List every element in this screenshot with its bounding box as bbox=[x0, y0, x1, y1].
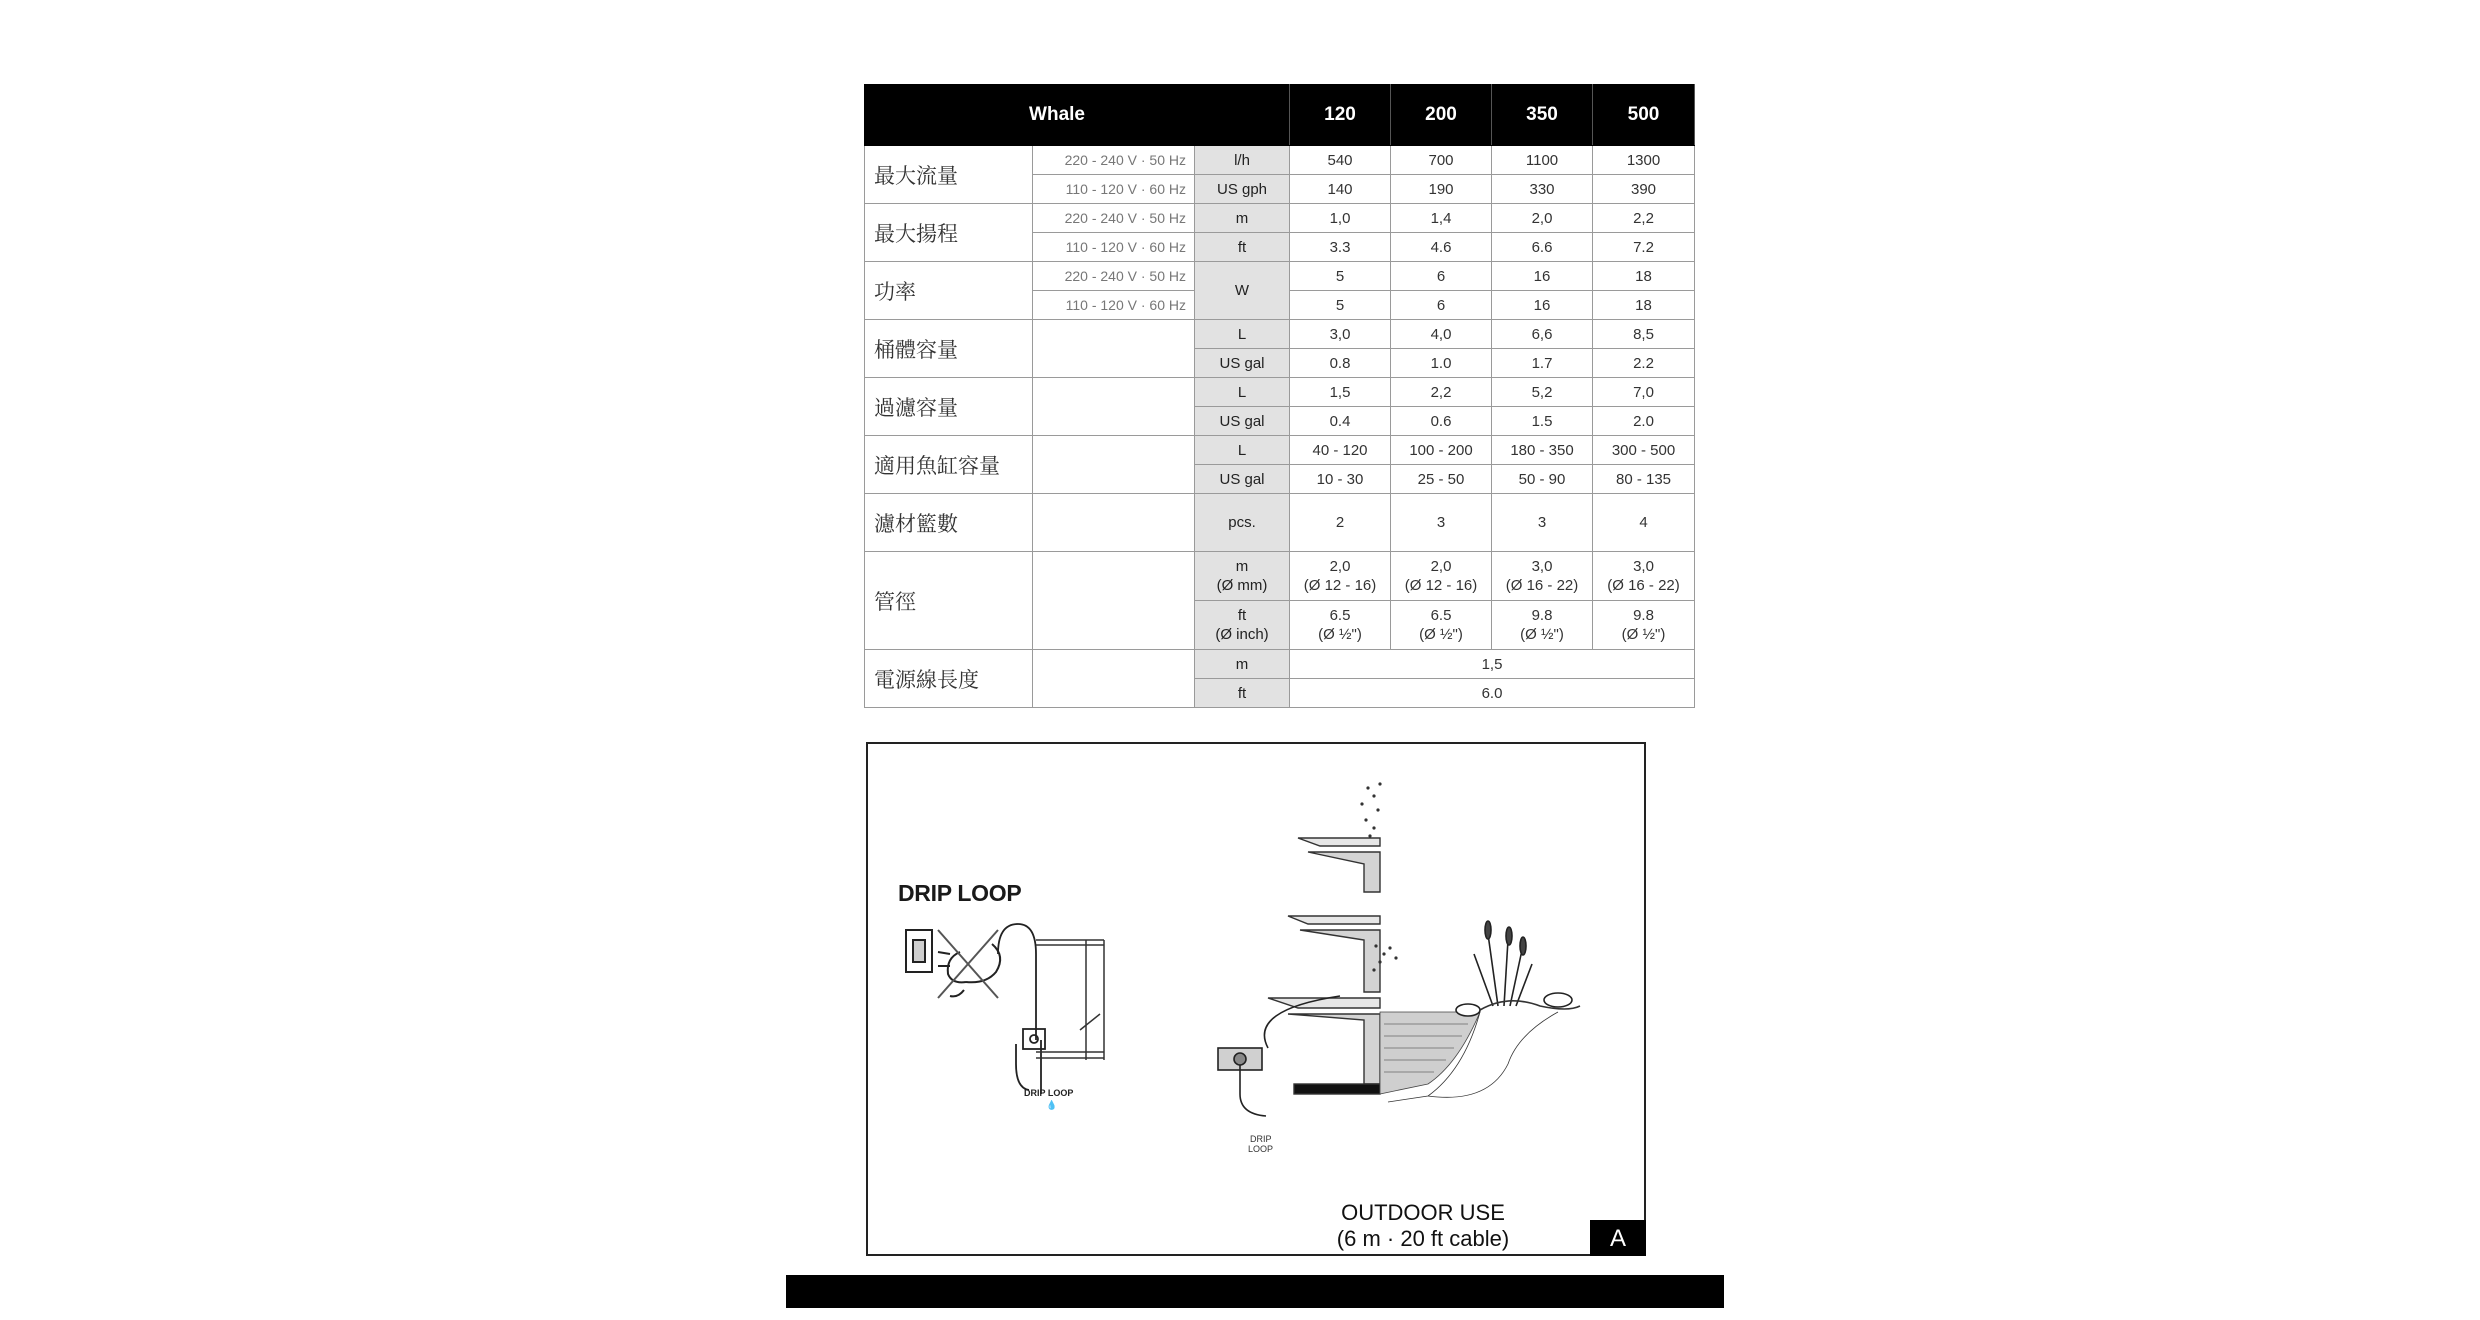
value-text: (Ø ½") bbox=[1520, 626, 1564, 643]
value-cell: 6,6 bbox=[1492, 320, 1593, 349]
drip-loop-small-label-2b: LOOP bbox=[1248, 1144, 1274, 1154]
row-label-max-head: 最大揚程 bbox=[865, 204, 1033, 262]
voltage-label: 110 - 120 V · 60 Hz bbox=[1033, 291, 1195, 320]
voltage-label: 220 - 240 V · 50 Hz bbox=[1033, 262, 1195, 291]
empty-cell bbox=[1033, 378, 1195, 436]
table-row bbox=[865, 436, 1695, 465]
value-text: 6.5 bbox=[1329, 607, 1351, 624]
value-cell: 2,2 bbox=[1593, 204, 1695, 233]
value-cell bbox=[1593, 552, 1695, 601]
waterfall-tiers-icon bbox=[1268, 838, 1380, 1094]
table-row bbox=[865, 146, 1695, 175]
value-cell: 10 - 30 bbox=[1290, 465, 1391, 494]
value-cell: 6 bbox=[1391, 262, 1492, 291]
value-text: 2,0 bbox=[1329, 558, 1351, 575]
installation-illustration bbox=[868, 744, 1644, 1254]
value-cell: 18 bbox=[1593, 291, 1695, 320]
installation-figure bbox=[866, 742, 1646, 1256]
value-text: (Ø ½") bbox=[1419, 626, 1463, 643]
unit-cell: W bbox=[1195, 262, 1290, 320]
value-cell: 540 bbox=[1290, 146, 1391, 175]
unit-text: (Ø mm) bbox=[1216, 577, 1268, 594]
value-cell: 300 - 500 bbox=[1593, 436, 1695, 465]
value-cell: 1,5 bbox=[1290, 378, 1391, 407]
value-cell: 8,5 bbox=[1593, 320, 1695, 349]
unit-cell: L bbox=[1195, 320, 1290, 349]
row-label-tank-volume: 桶體容量 bbox=[865, 320, 1033, 378]
drip-loop-title: DRIP LOOP bbox=[898, 880, 1022, 906]
drip-loop-cable-icon bbox=[998, 924, 1045, 1094]
table-row bbox=[865, 552, 1695, 601]
wall-socket-icon bbox=[906, 930, 932, 972]
outdoor-use-caption bbox=[1298, 1200, 1548, 1252]
unit-text: m bbox=[1235, 558, 1249, 575]
value-cell: 6.6 bbox=[1492, 233, 1593, 262]
unit-cell: ft bbox=[1195, 679, 1290, 708]
table-row bbox=[865, 494, 1695, 552]
value-cell: 6 bbox=[1391, 291, 1492, 320]
value-text: 6.5 bbox=[1430, 607, 1452, 624]
empty-cell bbox=[1033, 494, 1195, 552]
empty-cell bbox=[1033, 552, 1195, 650]
value-cell: 3,0 bbox=[1290, 320, 1391, 349]
unit-text: (Ø inch) bbox=[1215, 626, 1269, 643]
unit-cell bbox=[1195, 552, 1290, 601]
value-text: (Ø 16 - 22) bbox=[1505, 577, 1579, 594]
pond-plants-icon bbox=[1456, 921, 1580, 1016]
unit-cell: US gal bbox=[1195, 349, 1290, 378]
value-cell: 0.8 bbox=[1290, 349, 1391, 378]
voltage-label: 220 - 240 V · 50 Hz bbox=[1033, 146, 1195, 175]
outdoor-use-line2: (6 m · 20 ft cable) bbox=[1336, 1226, 1510, 1251]
unit-cell: m bbox=[1195, 650, 1290, 679]
value-text: 2,0 bbox=[1430, 558, 1452, 575]
value-cell: 700 bbox=[1391, 146, 1492, 175]
value-cell: 1,4 bbox=[1391, 204, 1492, 233]
value-cell: 390 bbox=[1593, 175, 1695, 204]
value-cell: 50 - 90 bbox=[1492, 465, 1593, 494]
model-header: 120 bbox=[1290, 85, 1391, 146]
value-cell: 18 bbox=[1593, 262, 1695, 291]
value-cell: 1300 bbox=[1593, 146, 1695, 175]
value-cell: 6.0 bbox=[1290, 679, 1695, 708]
model-header: 200 bbox=[1391, 85, 1492, 146]
value-cell: 2 bbox=[1290, 494, 1391, 552]
cross-mark-icon bbox=[938, 930, 998, 998]
table-row bbox=[865, 378, 1695, 407]
unit-cell: L bbox=[1195, 378, 1290, 407]
aquarium-outline-icon bbox=[1036, 940, 1104, 1060]
table-row bbox=[865, 650, 1695, 679]
value-cell bbox=[1391, 552, 1492, 601]
row-label-filter-volume: 過濾容量 bbox=[865, 378, 1033, 436]
value-cell: 330 bbox=[1492, 175, 1593, 204]
value-cell: 1.5 bbox=[1492, 407, 1593, 436]
value-cell: 7,0 bbox=[1593, 378, 1695, 407]
row-label-aquarium-volume: 適用魚缸容量 bbox=[865, 436, 1033, 494]
unit-cell: ft bbox=[1195, 233, 1290, 262]
unit-text: ft bbox=[1237, 607, 1247, 624]
value-cell: 25 - 50 bbox=[1391, 465, 1492, 494]
outdoor-use-line1: OUTDOOR USE bbox=[1341, 1200, 1505, 1225]
value-cell: 190 bbox=[1391, 175, 1492, 204]
voltage-label: 220 - 240 V · 50 Hz bbox=[1033, 204, 1195, 233]
empty-cell bbox=[1033, 436, 1195, 494]
row-label-hose-diameter: 管徑 bbox=[865, 552, 1033, 650]
value-text: (Ø 12 - 16) bbox=[1404, 577, 1478, 594]
value-cell: 4 bbox=[1593, 494, 1695, 552]
value-cell: 180 - 350 bbox=[1492, 436, 1593, 465]
value-cell: 1,0 bbox=[1290, 204, 1391, 233]
value-cell bbox=[1290, 552, 1391, 601]
value-cell bbox=[1492, 552, 1593, 601]
unit-cell: US gal bbox=[1195, 407, 1290, 436]
unit-cell: l/h bbox=[1195, 146, 1290, 175]
value-cell bbox=[1593, 601, 1695, 650]
value-text: (Ø ½") bbox=[1318, 626, 1362, 643]
value-cell: 0.4 bbox=[1290, 407, 1391, 436]
value-cell: 2,0 bbox=[1492, 204, 1593, 233]
model-header: 350 bbox=[1492, 85, 1593, 146]
value-cell: 0.6 bbox=[1391, 407, 1492, 436]
drip-drop-icon: 💧 bbox=[1046, 1100, 1058, 1110]
value-cell: 40 - 120 bbox=[1290, 436, 1391, 465]
model-header: 500 bbox=[1593, 85, 1695, 146]
value-text: 3,0 bbox=[1633, 558, 1654, 575]
value-cell: 2.2 bbox=[1593, 349, 1695, 378]
value-cell: 5,2 bbox=[1492, 378, 1593, 407]
value-cell: 3.3 bbox=[1290, 233, 1391, 262]
value-cell: 1,5 bbox=[1290, 650, 1695, 679]
value-cell: 5 bbox=[1290, 262, 1391, 291]
drip-loop-small-label-2a: DRIP bbox=[1250, 1134, 1272, 1144]
footer-bar bbox=[786, 1275, 1724, 1308]
value-cell: 140 bbox=[1290, 175, 1391, 204]
row-label-power: 功率 bbox=[865, 262, 1033, 320]
table-header-row bbox=[865, 85, 1695, 146]
value-cell: 16 bbox=[1492, 262, 1593, 291]
unit-cell: pcs. bbox=[1195, 494, 1290, 552]
unit-cell: US gph bbox=[1195, 175, 1290, 204]
value-text: 3,0 bbox=[1531, 558, 1553, 575]
empty-cell bbox=[1033, 650, 1195, 708]
pond-water-icon bbox=[1380, 1012, 1558, 1102]
voltage-label: 110 - 120 V · 60 Hz bbox=[1033, 233, 1195, 262]
value-cell: 7.2 bbox=[1593, 233, 1695, 262]
value-cell: 5 bbox=[1290, 291, 1391, 320]
row-label-cable-length: 電源線長度 bbox=[865, 650, 1033, 708]
unit-cell bbox=[1195, 601, 1290, 650]
value-text: (Ø 12 - 16) bbox=[1303, 577, 1377, 594]
value-text: (Ø ½") bbox=[1621, 626, 1666, 643]
value-text: (Ø 16 - 22) bbox=[1607, 577, 1680, 594]
table-row bbox=[865, 320, 1695, 349]
unit-cell: US gal bbox=[1195, 465, 1290, 494]
spec-table bbox=[864, 84, 1695, 708]
brand-header: Whale bbox=[865, 85, 1290, 146]
value-cell: 16 bbox=[1492, 291, 1593, 320]
value-cell bbox=[1391, 601, 1492, 650]
unit-cell: m bbox=[1195, 204, 1290, 233]
value-cell: 100 - 200 bbox=[1391, 436, 1492, 465]
value-cell: 4.6 bbox=[1391, 233, 1492, 262]
empty-cell bbox=[1033, 320, 1195, 378]
value-text: 9.8 bbox=[1531, 607, 1553, 624]
value-cell: 1.7 bbox=[1492, 349, 1593, 378]
value-cell: 4,0 bbox=[1391, 320, 1492, 349]
table-row bbox=[865, 204, 1695, 233]
value-cell: 3 bbox=[1492, 494, 1593, 552]
row-label-max-flow: 最大流量 bbox=[865, 146, 1033, 204]
value-cell: 1.0 bbox=[1391, 349, 1492, 378]
table-row bbox=[865, 262, 1695, 291]
value-cell: 3 bbox=[1391, 494, 1492, 552]
value-cell bbox=[1290, 601, 1391, 650]
row-label-media-baskets: 濾材籃數 bbox=[865, 494, 1033, 552]
value-text: 9.8 bbox=[1633, 607, 1654, 624]
value-cell: 2.0 bbox=[1593, 407, 1695, 436]
value-cell: 80 - 135 bbox=[1593, 465, 1695, 494]
voltage-label: 110 - 120 V · 60 Hz bbox=[1033, 175, 1195, 204]
value-cell: 1100 bbox=[1492, 146, 1593, 175]
value-cell: 2,2 bbox=[1391, 378, 1492, 407]
unit-cell: L bbox=[1195, 436, 1290, 465]
figure-label-badge: A bbox=[1590, 1220, 1646, 1256]
drip-loop-small-label: DRIP LOOP bbox=[1024, 1088, 1074, 1098]
value-cell bbox=[1492, 601, 1593, 650]
